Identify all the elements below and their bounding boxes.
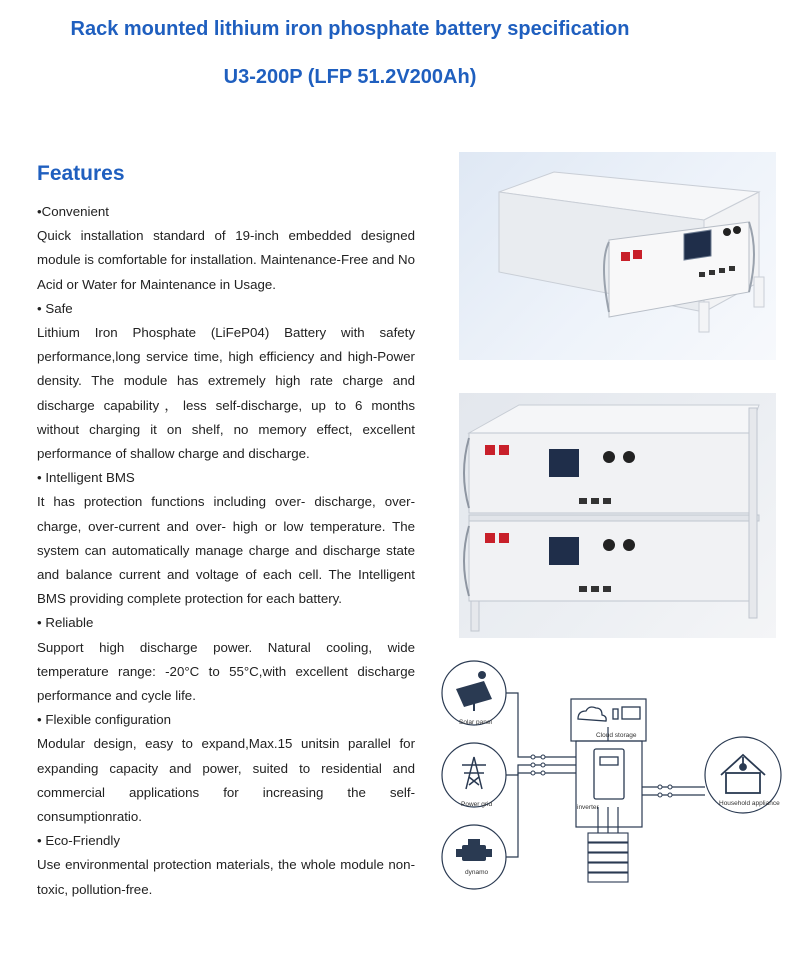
system-diagram bbox=[438, 657, 800, 907]
feature-title: •Convenient bbox=[37, 204, 109, 219]
power-grid-label: Power grid bbox=[461, 801, 493, 808]
system-diagram-svg bbox=[438, 657, 800, 907]
power-grid-node bbox=[442, 743, 506, 807]
feature-item-safe bbox=[37, 297, 415, 466]
battery-module-photo bbox=[459, 152, 776, 360]
stacked-modules-illustration bbox=[459, 393, 776, 638]
inverter-box bbox=[576, 741, 642, 827]
feature-text: Quick installation standard of 19-inch embedded designed module is comfortable for installation. Maintenance-Free and No Acid or Water for Maintenance in Usage. bbox=[37, 228, 415, 292]
features-heading: Features bbox=[37, 162, 125, 185]
battery-stack-icon bbox=[588, 833, 628, 882]
engine-icon bbox=[456, 839, 492, 861]
feature-text: Lithium Iron Phosphate (LiFeP04) Battery with safety performance,long service time, high efficiency and high-Power density. The module has extremely high rate charge and discharge capability，less self-discharge, up to 6 months without charging it on shelf, no memory effect, excellent performance of shallow charge and discharge. bbox=[37, 325, 415, 462]
feature-title: • Reliable bbox=[37, 615, 94, 631]
feature-text: Use environmental protection materials, the whole module non-toxic, pollution-free. bbox=[37, 857, 415, 897]
inverter-label: inverter bbox=[577, 804, 599, 811]
feature-text: It has protection functions including over- discharge, over-charge, over-current and over- high or low temperature. The system can automatically manage charge and discharge state and balance current and voltage of each cell. The Intelligent BMS providing complete protection for each battery. bbox=[37, 494, 415, 607]
cloud-storage-label: Cloud storage bbox=[596, 732, 637, 739]
house-icon bbox=[721, 755, 765, 793]
model-subtitle: U3-200P (LFP 51.2V200Ah) bbox=[223, 66, 477, 88]
power-tower-icon bbox=[462, 757, 486, 789]
features-list bbox=[37, 200, 415, 902]
dynamo-label: dynamo bbox=[465, 869, 489, 876]
feature-title: • Eco-Friendly bbox=[37, 833, 120, 849]
battery-module-illustration bbox=[459, 152, 776, 360]
feature-item-reliable bbox=[37, 611, 415, 708]
feature-item-intelligent-bms bbox=[37, 466, 415, 611]
solar-panel-icon bbox=[456, 671, 492, 711]
cloud-icon bbox=[578, 707, 640, 721]
inverter-icon bbox=[594, 749, 624, 799]
household-label: Household appliance bbox=[719, 800, 780, 807]
solar-panel-label: Solar panel bbox=[459, 719, 492, 726]
feature-title: • Safe bbox=[37, 300, 73, 316]
feature-item-eco-friendly bbox=[37, 829, 415, 902]
feature-title: • Intelligent BMS bbox=[37, 470, 135, 486]
feature-item-flexible bbox=[37, 708, 415, 829]
feature-title: • Flexible configuration bbox=[37, 712, 172, 728]
document-title: Rack mounted lithium iron phosphate battery specification bbox=[70, 18, 630, 40]
feature-item-convenient bbox=[37, 200, 415, 297]
feature-text: Modular design, easy to expand,Max.15 unitsin parallel for expanding capacity and power, suited to residential and commercial applications for increasing the self-consumptionratio. bbox=[37, 736, 415, 825]
feature-text: Support high discharge power. Natural cooling, wide temperature range: -20°C to 55°C,with excellent discharge performance and cycle life. bbox=[37, 639, 415, 704]
stacked-modules-photo bbox=[459, 393, 776, 638]
